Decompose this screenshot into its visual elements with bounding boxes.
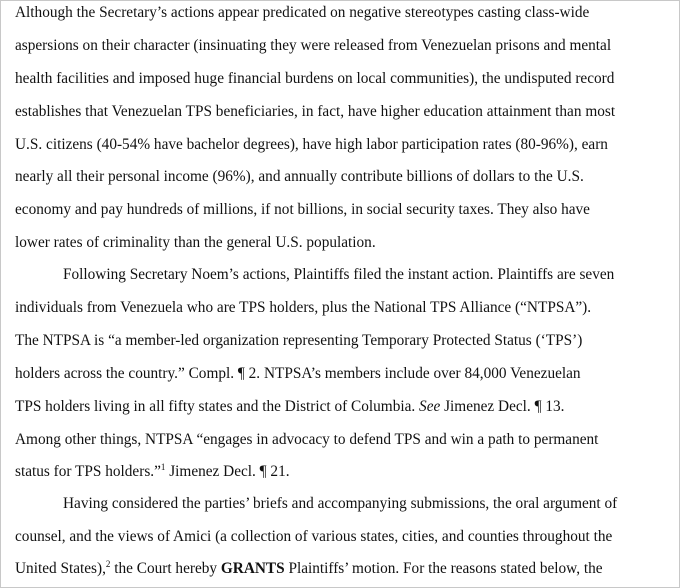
text-line: Following Secretary Noem’s actions, Plaintiffs filed the instant action. Plaintiffs are seven [63,266,615,283]
text-run: Jimenez Decl. ¶ 21. [165,463,290,480]
text-run: Plaintiffs’ motion. For the reasons stated below, the [284,560,603,577]
text-run: status for TPS holders.” [15,463,161,480]
emphasis-grants: GRANTS [220,560,285,577]
text-line: establishes that Venezuelan TPS beneficiaries, in fact, have higher education attainment than most [15,103,616,120]
text-line: individuals from Venezuela who are TPS holders, plus the National TPS Alliance (“NTPSA”). [15,299,592,316]
text-line: lower rates of criminality than the general U.S. population. [15,234,376,251]
footnote-marker: 1 [160,462,166,472]
text-line [15,456,290,488]
citation-signal: See [419,398,441,415]
text-run: the Court hereby [110,560,221,577]
text-line: counsel, and the views of Amici (a collection of various states, cities, and counties throughout the [15,528,613,545]
text-line [15,553,603,585]
text-line: nearly all their personal income (96%), and annually contribute billions of dollars to the U.S. [15,168,584,185]
text-line: economy and pay hundreds of millions, if not billions, in social security taxes. They also have [15,201,590,218]
text-run: Jimenez Decl. ¶ 13. [440,398,565,415]
text-line: U.S. citizens (40-54% have bachelor degrees), have high labor participation rates (80-96%), earn [15,136,608,153]
text-run: United States), [15,560,106,577]
text-line: The NTPSA is “a member-led organization representing Temporary Protected Status (‘TPS’) [15,332,583,349]
text-line: holders across the country.” Compl. ¶ 2. NTPSA’s members include over 84,000 Venezuelan [15,365,581,382]
text-line: Although the Secretary’s actions appear predicated on negative stereotypes casting class-wide [15,4,590,21]
text-line: health facilities and imposed huge financial burdens on local communities), the undisputed record [15,70,615,87]
footnote-marker: 2 [105,559,111,569]
text-run: TPS holders living in all fifty states and the District of Columbia. [15,398,420,415]
text-line: Among other things, NTPSA “engages in advocacy to defend TPS and win a path to permanent [15,431,599,448]
text-line: aspersions on their character (insinuating they were released from Venezuelan prisons and mental [15,37,612,54]
text-line [15,391,564,423]
text-line: Having considered the parties’ briefs and accompanying submissions, the oral argument of [63,495,618,512]
